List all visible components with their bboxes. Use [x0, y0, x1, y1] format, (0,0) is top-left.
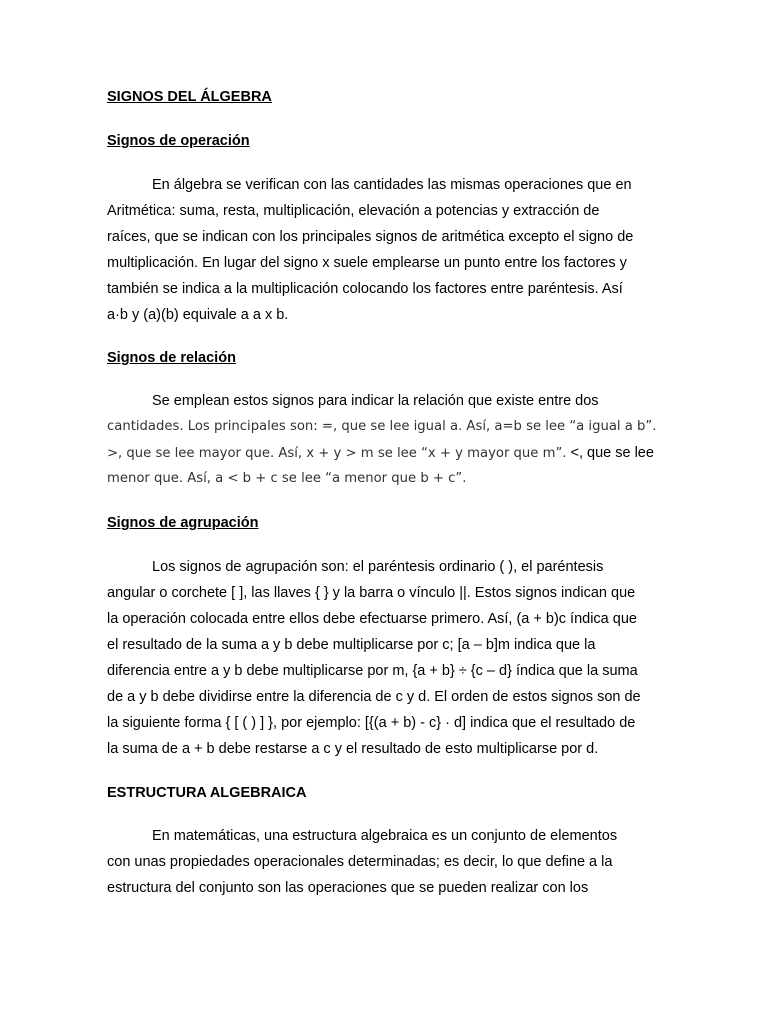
paragraph-relacion: [107, 388, 667, 492]
paragraph-line: la siguiente forma { [ ( ) ] }, por ejemplo: [{(a + b) - c} · d] indica que el resultado de: [107, 715, 636, 731]
section-heading-estructura: ESTRUCTURA ALGEBRAICA: [107, 785, 307, 801]
paragraph-line: estructura del conjunto son las operaciones que se pueden realizar con los: [107, 880, 589, 896]
paragraph-line: la operación colocada entre ellos debe efectuarse primero. Así, (a + b)c índica que: [107, 611, 637, 627]
paragraph-line: a·b y (a)(b) equivale a a x b.: [107, 307, 289, 323]
section-heading-agrupacion: Signos de agrupación: [107, 515, 259, 531]
section-heading-operacion: Signos de operación: [107, 133, 250, 149]
section-heading-relacion: Signos de relación: [107, 350, 236, 366]
paragraph-line: la suma de a + b debe restarse a c y el resultado de esto multiplicarse por d.: [107, 741, 599, 757]
paragraph-line: raíces, que se indican con los principales signos de aritmética excepto el signo de: [107, 229, 634, 245]
paragraph-line: Los signos de agrupación son: el paréntesis ordinario ( ), el paréntesis: [152, 559, 604, 575]
paragraph-line: [107, 440, 667, 466]
paragraph-line: En álgebra se verifican con las cantidades las mismas operaciones que en: [152, 177, 632, 193]
paragraph-line: diferencia entre a y b debe multiplicarse por m, {a + b} ÷ {c – d} índica que la suma: [107, 663, 638, 679]
paragraph-line: de a y b debe dividirse entre la diferencia de c y d. El orden de estos signos son de: [107, 689, 641, 705]
paragraph-line: multiplicación. En lugar del signo x suele emplearse un punto entre los factores y: [107, 255, 627, 271]
paragraph-line: En matemáticas, una estructura algebraica es un conjunto de elementos: [152, 828, 618, 844]
document-title: SIGNOS DEL ÁLGEBRA: [107, 89, 272, 105]
paragraph-line: cantidades. Los principales son: =, que se lee igual a. Así, a=b se lee “a igual a b”.: [107, 419, 657, 434]
paragraph-agrupacion: [107, 554, 667, 762]
paragraph-operacion: [107, 172, 667, 328]
paragraph-line: también se indica a la multiplicación colocando los factores entre paréntesis. Así: [107, 281, 623, 297]
paragraph-line: angular o corchete [ ], las llaves { } y la barra o vínculo ||. Estos signos indican que: [107, 585, 636, 601]
paragraph-line: Aritmética: suma, resta, multiplicación, elevación a potencias y extracción de: [107, 203, 600, 219]
paragraph-line-part: >, que se lee mayor que. Así, x + y > m se lee “x + y mayor que m”.: [107, 446, 567, 461]
paragraph-line-part: <, que se lee: [570, 445, 654, 461]
paragraph-line: menor que. Así, a < b + c se lee “a menor que b + c”.: [107, 471, 467, 486]
paragraph-line: con unas propiedades operacionales determinadas; es decir, lo que define a la: [107, 854, 613, 870]
paragraph-line: el resultado de la suma a y b debe multiplicarse por c; [a – b]m indica que la: [107, 637, 596, 653]
paragraph-line: Se emplean estos signos para indicar la relación que existe entre dos: [152, 393, 599, 409]
paragraph-estructura: [107, 823, 667, 901]
